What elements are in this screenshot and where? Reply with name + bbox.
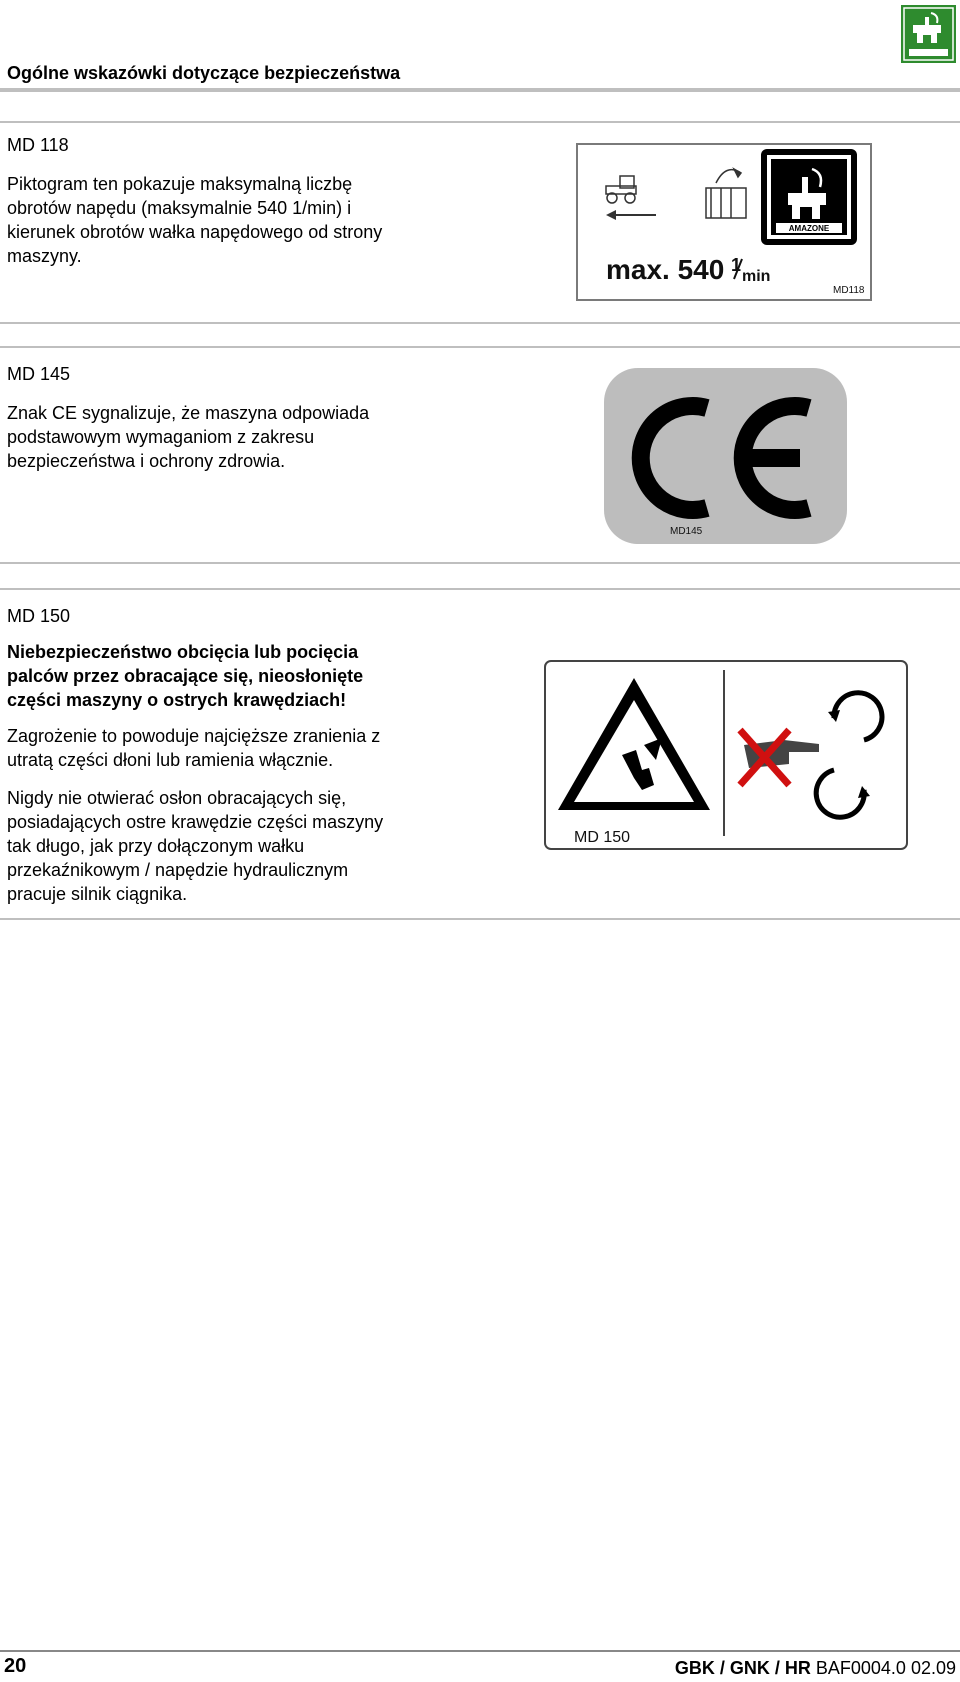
amazone-badge-icon: [761, 149, 857, 245]
header-rule: [0, 88, 960, 92]
svg-text:MD118: MD118: [833, 285, 865, 296]
section-rule: [0, 346, 960, 348]
section-code-md145: MD 145: [7, 364, 71, 384]
page-number: 20: [4, 1655, 27, 1677]
footer-doc-info: [675, 1658, 956, 1679]
md150-pictogram: [544, 660, 908, 855]
section-text-md150-1: Zagrożenie to powoduje najcięższe zranienia z utratą części dłoni lub ramienia włącznie.: [7, 726, 381, 770]
md118-pictogram: [576, 143, 872, 306]
footer-rule: [0, 1650, 960, 1652]
warning-text-md150: Niebezpieczeństwo obcięcia lub pocięcia palców przez obracające się, nieosłonięte części maszyny o ostrych krawędziach!: [7, 642, 364, 710]
ce-mark-pictogram: [604, 368, 847, 549]
footer-models: GBK / GNK / HR: [674, 1658, 811, 1678]
section-text-md150-2: Nigdy nie otwierać osłon obracających się, posiadających ostre krawędzie części maszyny tak długo, jak przy dołączonym wałku przekaźnikowym / napędzie hydraulicznym pracuje silnik ciągnika.: [7, 788, 384, 904]
svg-text:MD 150: MD 150: [574, 829, 631, 846]
section-rule: [0, 562, 960, 564]
section-rule: [0, 918, 960, 920]
svg-text:max. 540: max. 540: [606, 254, 725, 285]
svg-text:min: min: [742, 268, 771, 285]
footer-date: 02.09: [910, 1658, 956, 1678]
section-text-md118: Piktogram ten pokazuje maksymalną liczbę obrotów napędu (maksymalnie 540 1/min) i kierunek obrotów wałka napędowego od strony maszyny.: [7, 174, 383, 266]
section-rule: [0, 121, 960, 123]
section-rule: [0, 588, 960, 590]
svg-text:MD145: MD145: [670, 526, 703, 537]
section-code-md118: MD 118: [7, 135, 69, 155]
svg-text:1: 1: [731, 255, 742, 275]
footer-doc-code: BAF0004.0: [815, 1658, 906, 1678]
page-header-title: Ogólne wskazówki dotyczące bezpieczeństwa: [7, 63, 401, 83]
amazone-logo: [901, 5, 956, 63]
section-rule: [0, 322, 960, 324]
section-code-md150: MD 150: [7, 606, 71, 626]
svg-text:AMAZONE: AMAZONE: [788, 224, 830, 233]
section-text-md145: Znak CE sygnalizuje, że maszyna odpowiada podstawowym wymaganiom z zakresu bezpieczeństwa i ochrony zdrowia.: [7, 403, 370, 471]
